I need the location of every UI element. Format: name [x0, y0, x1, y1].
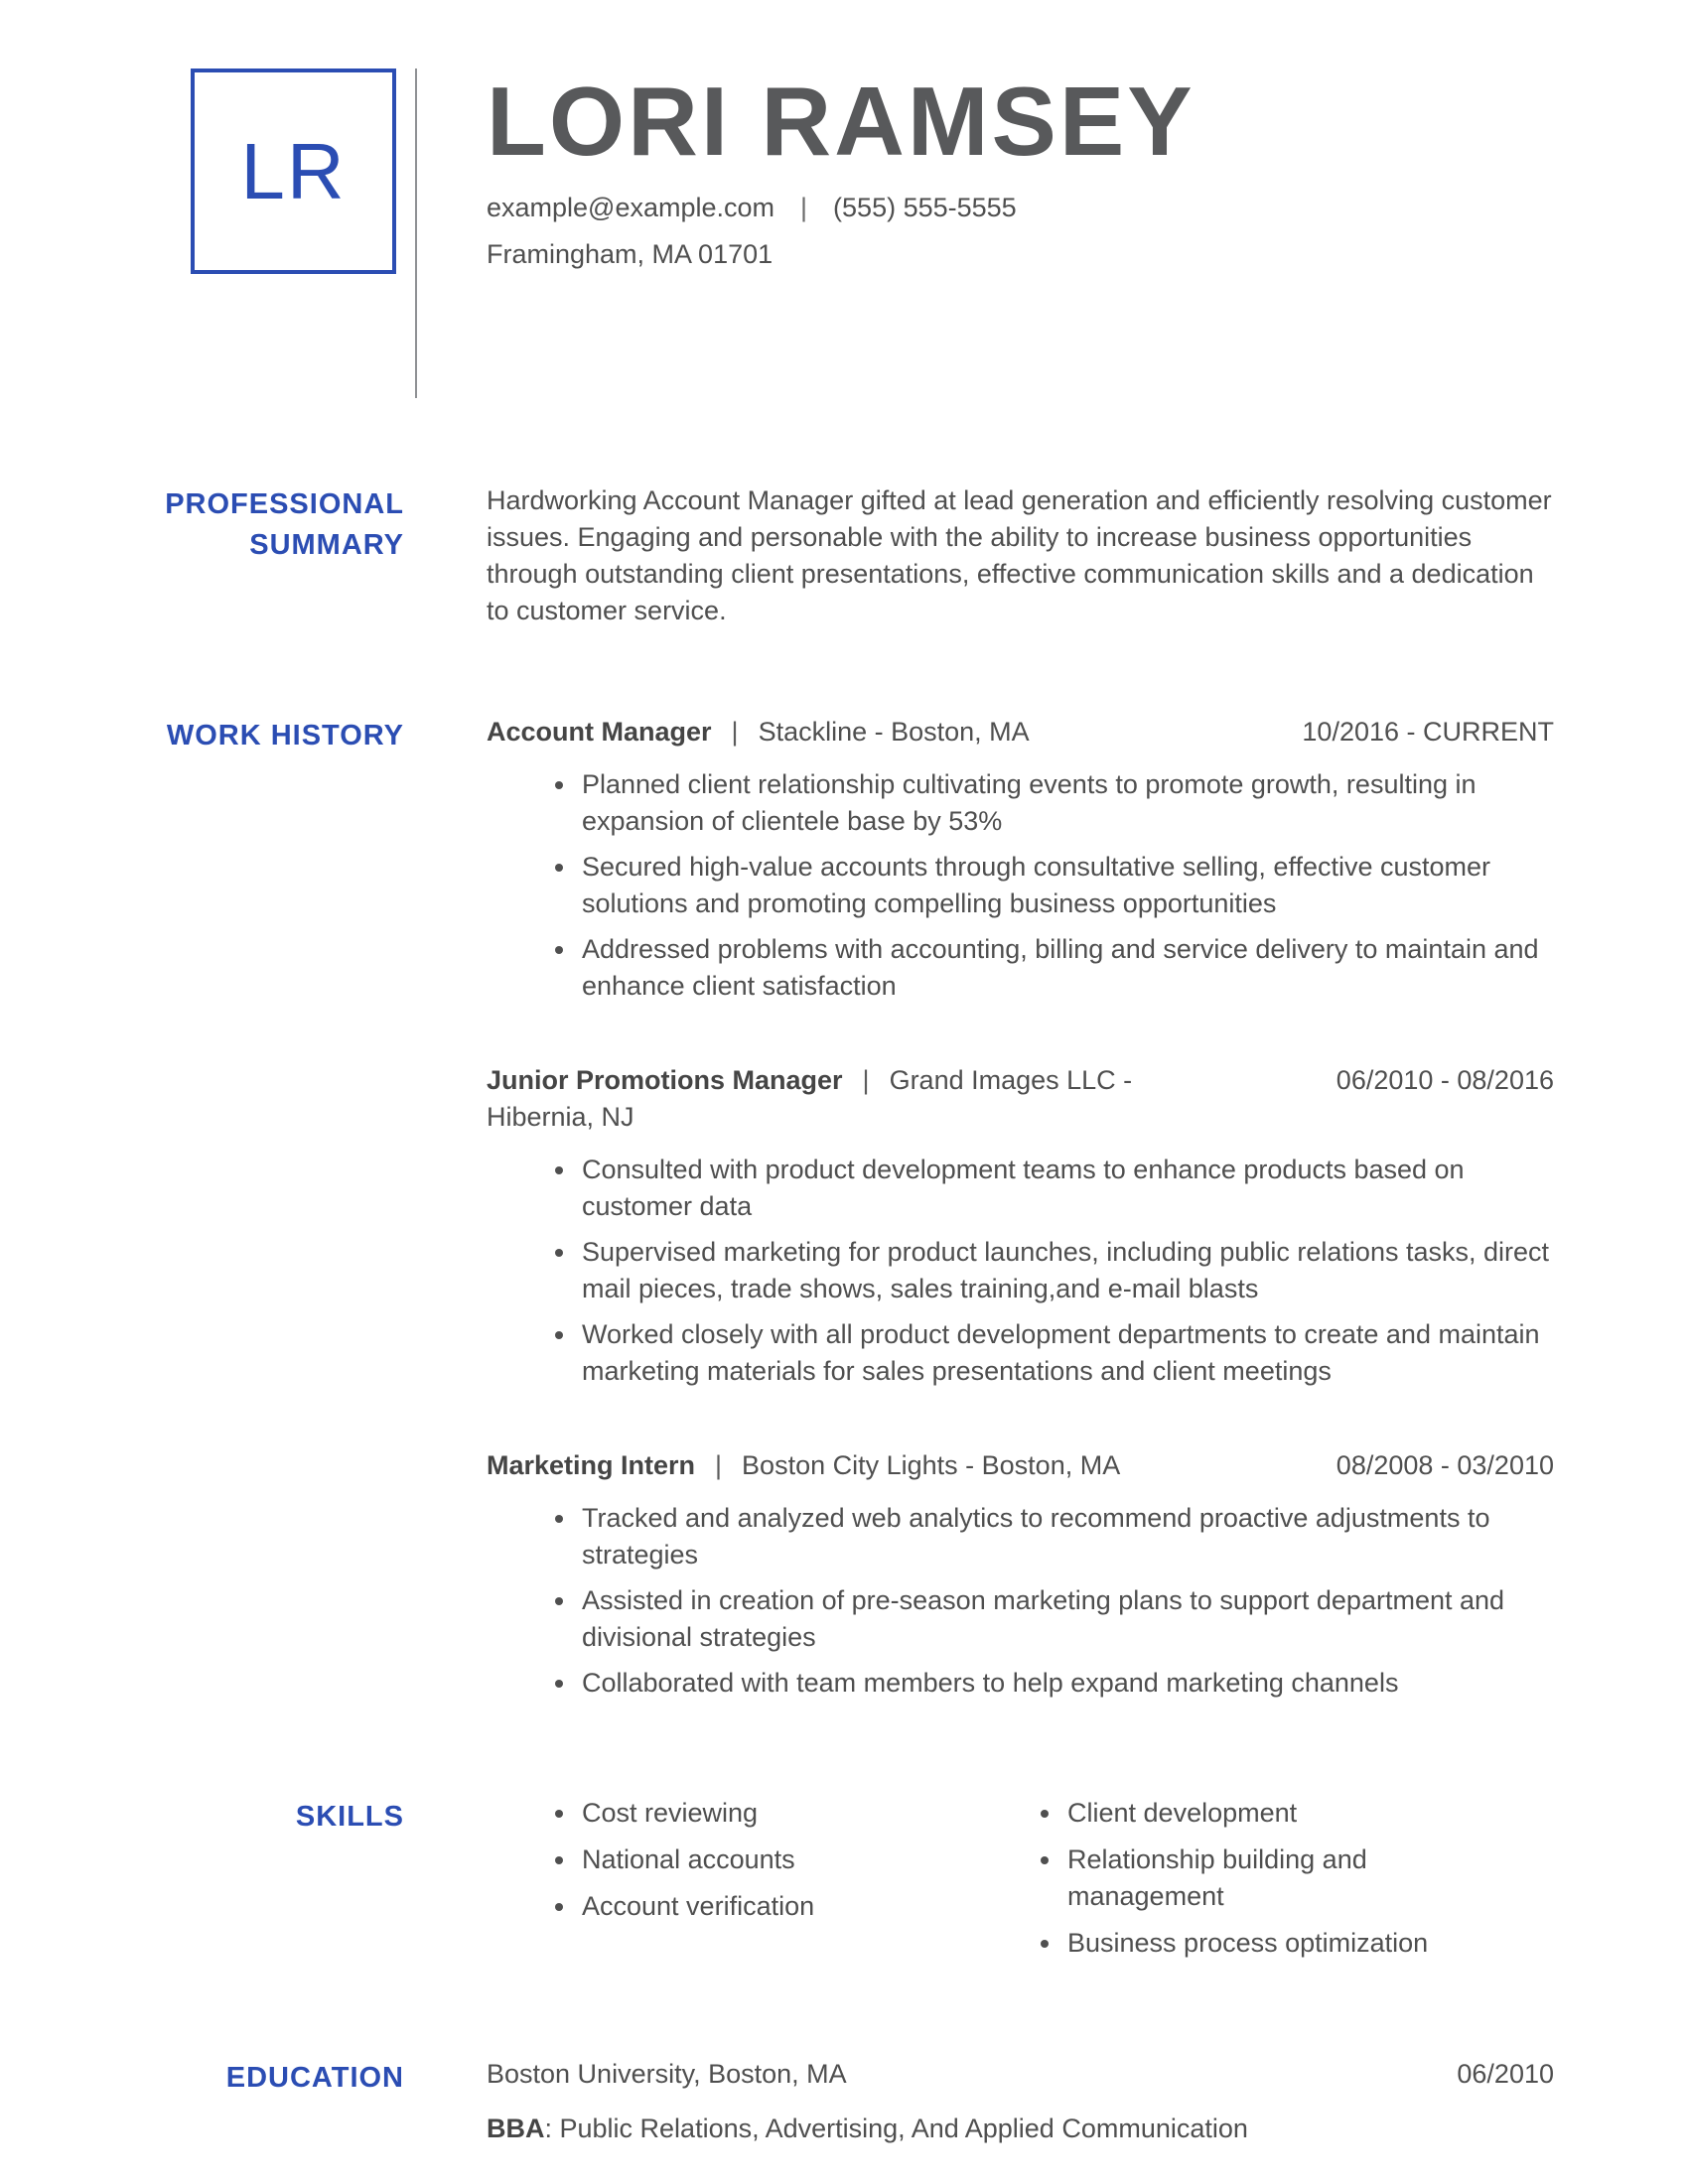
- summary-text: Hardworking Account Manager gifted at lead generation and efficiently resolving customer issues. Engaging and personable with the ability to increase business opportunities through outstanding client presentations, effective communication skills and a dedication to customer service.: [487, 485, 1552, 625]
- job-header: [487, 1062, 1554, 1136]
- bullet-item: • Planned client relationship cultivating events to promote growth, resulting in expansion of clientele base by 53%: [578, 766, 1554, 840]
- job-dates: 10/2016 - CURRENT: [1302, 717, 1554, 747]
- bullet-item: • Tracked and analyzed web analytics to recommend proactive adjustments to strategies: [578, 1500, 1554, 1573]
- skills-list-left: [487, 1795, 972, 1972]
- skill-item: • Account verification: [578, 1888, 972, 1925]
- job-separator: |: [731, 717, 739, 747]
- bullet-item: • Assisted in creation of pre-season marketing plans to support department and divisional strategies: [578, 1582, 1554, 1656]
- header-info: [487, 68, 1196, 270]
- job-entry: [487, 1062, 1554, 1390]
- job-bullet-list: [487, 1152, 1554, 1390]
- job-title: Junior Promotions Manager: [487, 1065, 843, 1095]
- education-content: [487, 2056, 1554, 2147]
- phone-text: (555) 555-5555: [833, 192, 1017, 222]
- job-separator: |: [715, 1450, 723, 1480]
- bullet-item: • Secured high-value accounts through consultative selling, effective customer solutions and promoting compelling business opportunities: [578, 849, 1554, 922]
- job-dates: 06/2010 - 08/2016: [1336, 1065, 1554, 1095]
- skill-item: • National accounts: [578, 1842, 972, 1878]
- education-school: Boston University, Boston, MA: [487, 2059, 847, 2089]
- job-bullet-list: [487, 766, 1554, 1005]
- job-entry: [487, 1447, 1554, 1702]
- job-title-company: [487, 1062, 1241, 1136]
- section-professional-summary: [0, 482, 1688, 629]
- job-title-company: [487, 714, 1030, 751]
- job-separator: |: [862, 1065, 870, 1095]
- section-work-history: [0, 714, 1688, 1710]
- bullet-item: • Addressed problems with accounting, billing and service delivery to maintain and enhance client satisfaction: [578, 931, 1554, 1005]
- bullet-item: • Consulted with product development teams to enhance products based on customer data: [578, 1152, 1554, 1225]
- job-company: Stackline - Boston, MA: [758, 717, 1030, 747]
- section-heading-professional-summary: PROFESSIONAL SUMMARY: [165, 488, 404, 561]
- section-skills: [0, 1795, 1688, 1972]
- education-date: 06/2010: [1457, 2059, 1554, 2089]
- summary-content: [487, 482, 1554, 629]
- skill-item: • Cost reviewing: [578, 1795, 972, 1832]
- work-history-content: [487, 714, 1554, 1710]
- bullet-item: • Worked closely with all product development departments to create and maintain marketing materials for sales presentations and client meetings: [578, 1316, 1554, 1390]
- skills-list-right: [972, 1795, 1554, 1972]
- resume-header: [0, 0, 1688, 398]
- candidate-name: LORI RAMSEY: [487, 67, 1196, 176]
- section-heading-work-history: WORK HISTORY: [166, 720, 404, 751]
- skill-item: • Business process optimization: [1063, 1925, 1494, 1962]
- job-company: Boston City Lights - Boston, MA: [742, 1450, 1121, 1480]
- job-header: [487, 714, 1554, 751]
- contact-line: [487, 193, 1196, 223]
- address-text: Framingham, MA 01701: [487, 238, 774, 269]
- skill-item: • Client development: [1063, 1795, 1494, 1832]
- section-heading-skills: SKILLS: [295, 1801, 404, 1833]
- job-company: Grand Images LLC - Hibernia, NJ: [487, 1065, 1133, 1132]
- job-bullet-list: [487, 1500, 1554, 1702]
- job-header: [487, 1447, 1554, 1484]
- job-title: Marketing Intern: [487, 1450, 696, 1480]
- job-title-company: [487, 1447, 1120, 1484]
- education-header: [487, 2056, 1554, 2093]
- job-title: Account Manager: [487, 717, 712, 747]
- bullet-item: • Collaborated with team members to help expand marketing channels: [578, 1665, 1554, 1702]
- job-entry: [487, 714, 1554, 1005]
- education-degree-text: : Public Relations, Advertising, And Applied Communication: [544, 2114, 1248, 2143]
- education-degree-line: [487, 2111, 1554, 2147]
- monogram-container: [0, 68, 404, 274]
- section-heading-education: EDUCATION: [225, 2062, 404, 2094]
- skill-item: • Relationship building and management: [1063, 1842, 1494, 1915]
- monogram-box: [191, 68, 396, 274]
- bullet-item: • Supervised marketing for product launches, including public relations tasks, direct mail pieces, trade shows, sales training,and e-mail blasts: [578, 1234, 1554, 1307]
- monogram-initials: LR: [240, 126, 347, 215]
- email-text: example@example.com: [487, 192, 775, 222]
- job-dates: 08/2008 - 03/2010: [1336, 1450, 1554, 1480]
- skills-content: [487, 1795, 1554, 1972]
- contact-separator: |: [800, 192, 808, 222]
- education-degree-label: BBA: [487, 2114, 545, 2143]
- header-divider: [415, 68, 417, 398]
- section-education: [0, 2056, 1688, 2147]
